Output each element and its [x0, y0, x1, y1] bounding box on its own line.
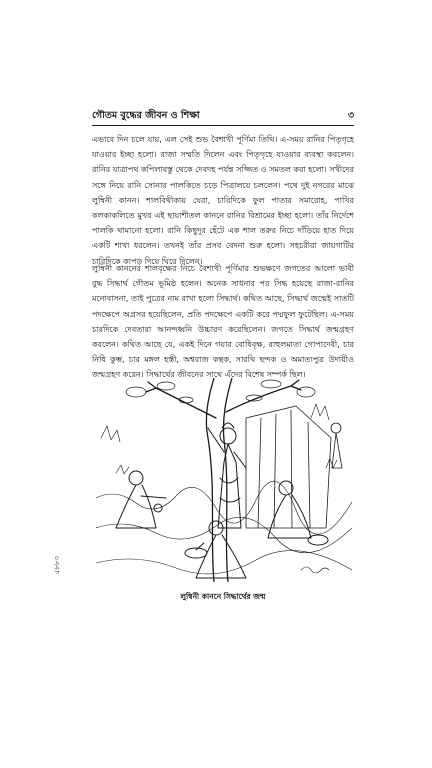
leaves: [126, 380, 315, 403]
header-rule: [92, 125, 354, 126]
attendant-center: [185, 521, 246, 578]
sal-tree: [146, 378, 301, 582]
paragraph-2: লুম্বিনী কাননের শালবৃক্ষের নিচে বৈশাখী পূর্ণিমার শুভক্ষণে জগতের আলো ভাবী বুদ্ধ সিদ্ধার্থ গৌতম ভূমিষ্ঠ হলেন। অনেক সাধনার পর সিদ্ধ হয়েছে রাজা-রানির মনোবাসনা, তাই পুত্রের নাম রাখা হলো সিদ্ধার্থ। কথিত আছে, সিদ্ধার্থ জন্মেই সাতটি পদক্ষেপে অগ্রসর হয়েছিলেন, প্রতি পদক্ষেপে একটি করে পদ্মফুল ফুটেছিল। এ-সময় চারদিকে দেবতারা আনন্দধ্বনি উচ্চারণ করেছিলেন। জগতে সিদ্ধার্থ জন্মগ্রহণ করলেন। কথিত আছে যে, একই দিনে গয়ার বোধিবৃক্ষ, রাহুলমাতা গোপাদেবী, চার নিধি কুম্ভ, চার মঙ্গল হস্তী, অশ্বরাজ কন্থক, সারথি ছন্দক ও অমাত্যপুত্র উদায়ীও জন্মগ্রহণ করেন। সিদ্ধার্থের জীবনের সাথে এঁদের বিশেষ সম্পর্ক ছিল।: [92, 264, 354, 380]
side-print-code: ৫৮৮৩: [53, 556, 61, 575]
chapter-title: গৌতম বুদ্ধের জীবন ও শিক্ষা: [92, 110, 200, 121]
attendant-left: [116, 471, 166, 528]
artist-signature: [301, 567, 329, 573]
page-number: ৩: [347, 110, 354, 121]
illustration-caption: লুম্বিনী কাননে সিদ্ধার্থের জন্ম: [180, 592, 266, 601]
running-header: [92, 110, 354, 122]
paragraph-1: এভাবে দিন চলে যায়, এল সেই শুভ বৈশাখী পূর্ণিমা তিথি। এ-সময় রানির পিতৃগৃহে যাওয়ার ইচ্ছা হলো। রাজা সম্মতি দিলেন এবং পিতৃগৃহে যাওয়ার ব্যবস্থা করলেন। রানির যাত্রাপথ কপিলাবস্তু থেকে দেবদহ পর্যন্ত সজ্জিত ও সমতল করা হলো। সখীদের সঙ্গে নিয়ে রানি সোনার পালকিতে চড়ে পিত্রালয়ে চললেন। পথে দুই নগরের মাঝে লুম্বিনী কানন। শালবিথীকায় ঘেরা, চারিদিকে ফুল পাতার সমারোহ, পাখির কলকাকলিতে মুখর এই ছায়াশীতল কাননে রানির বিশ্রামের ইচ্ছা হলো। তাঁর নির্দেশে পালকি থামানো হলো। রানি কিছুদূর হেঁটে এক শাল তরুর নিচে দাঁড়িয়ে হাত দিয়ে একটি শাখা ধরলেন। তখনই তাঁর প্রসব বেদনা শুরু হলো। সহচরীরা জায়গাটির চারিদিকে কাপড় দিয়ে ঘিরে দিলেন।: [92, 135, 354, 266]
cloth-enclosure: [246, 406, 331, 528]
birth-illustration: [96, 378, 352, 582]
attendant-right: [268, 481, 328, 545]
